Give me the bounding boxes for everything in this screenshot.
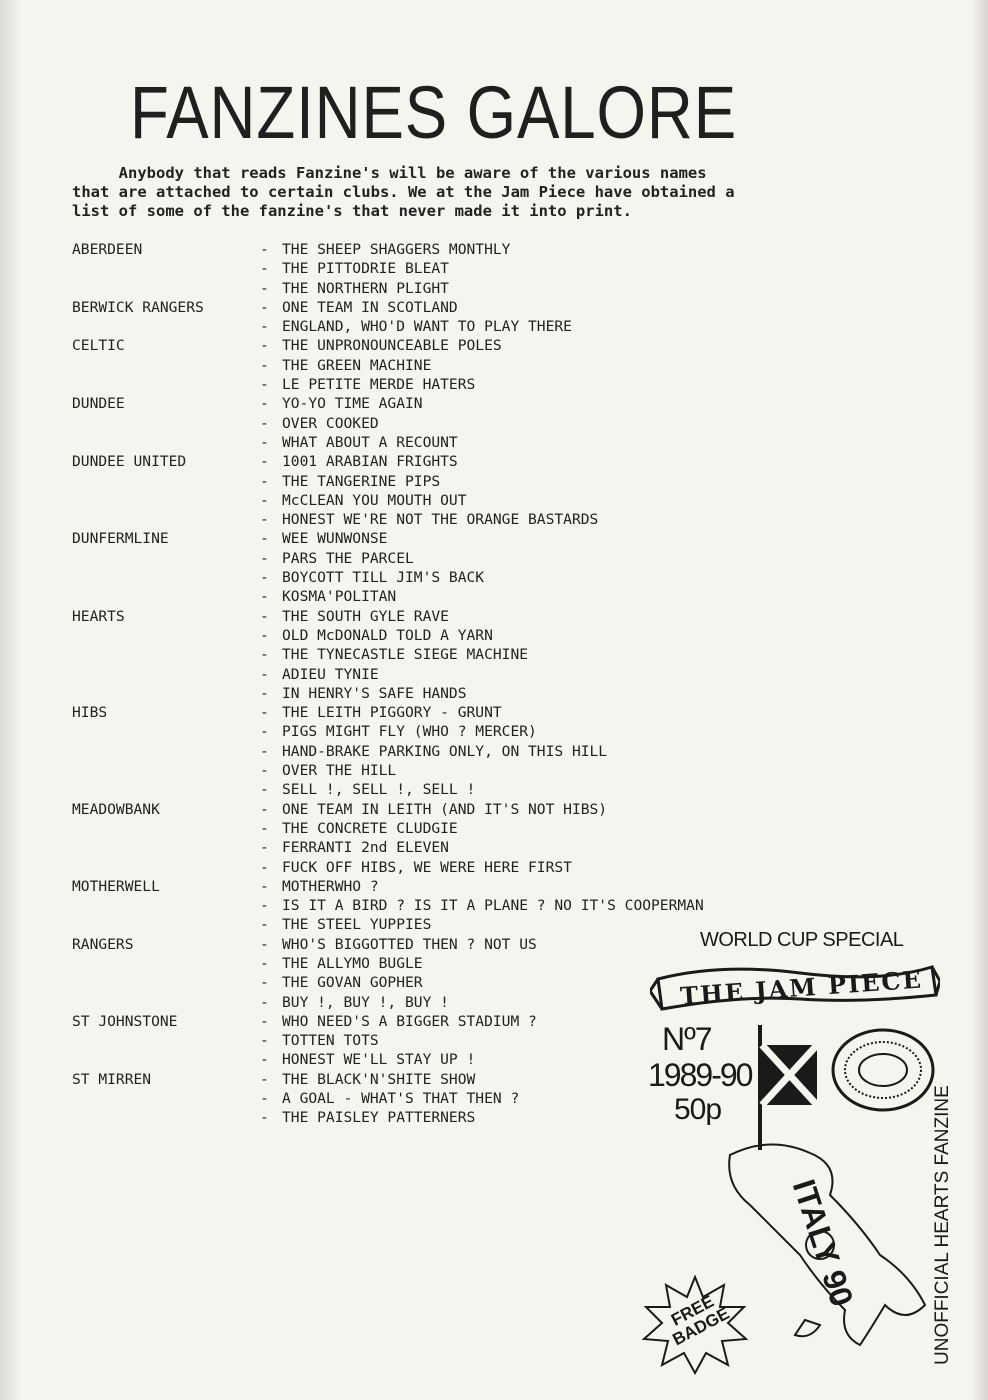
club-name <box>72 510 260 529</box>
club-name: CELTIC <box>72 337 125 355</box>
club-name <box>72 973 260 992</box>
list-item <box>72 414 712 433</box>
club-name <box>72 761 260 780</box>
dash-separator: - <box>260 414 269 432</box>
fanzine-name: ONE TEAM IN LEITH (AND IT'S NOT HIBS) <box>282 800 608 818</box>
fanzine-name: THE NORTHERN PLIGHT <box>282 279 449 297</box>
list-item <box>72 915 712 934</box>
list-item <box>72 510 712 529</box>
fanzine-name: WHAT ABOUT A RECOUNT <box>282 433 458 451</box>
list-item <box>72 587 712 606</box>
fanzine-name: SELL !, SELL !, SELL ! <box>282 781 476 799</box>
dash-separator: - <box>260 877 269 895</box>
club-name <box>72 317 260 336</box>
fanzine-name: THE STEEL YUPPIES <box>282 916 432 934</box>
fanzine-name: HONEST WE'LL STAY UP ! <box>282 1051 476 1069</box>
page-gutter-shadow <box>0 0 22 1400</box>
club-name <box>72 375 260 394</box>
dash-separator: - <box>260 530 269 548</box>
list-item <box>72 742 712 761</box>
list-item <box>72 356 712 375</box>
list-item <box>72 703 712 722</box>
fanzine-name: TOTTEN TOTS <box>282 1032 379 1050</box>
fanzine-name: IS IT A BIRD ? IS IT A PLANE ? NO IT'S COOPERMAN <box>282 897 704 915</box>
list-item <box>72 1089 712 1108</box>
dash-separator: - <box>260 395 269 413</box>
dash-separator: - <box>260 337 269 355</box>
dash-separator: - <box>260 511 269 529</box>
list-item <box>72 877 712 896</box>
club-name <box>72 626 260 645</box>
club-name <box>72 819 260 838</box>
dash-separator: - <box>260 626 269 644</box>
list-item <box>72 298 712 317</box>
dash-separator: - <box>260 260 269 278</box>
club-name <box>72 684 260 703</box>
dash-separator: - <box>260 839 269 857</box>
list-item <box>72 549 712 568</box>
issue-season: 1989-90 <box>648 1057 752 1093</box>
list-item <box>72 973 712 992</box>
club-name <box>72 414 260 433</box>
fanzine-name: THE CONCRETE CLUDGIE <box>282 819 458 837</box>
club-name: HIBS <box>72 704 108 722</box>
dash-separator: - <box>260 607 269 625</box>
list-item <box>72 819 712 838</box>
fanzine-name: BOYCOTT TILL JIM'S BACK <box>282 569 485 587</box>
list-item <box>72 433 712 452</box>
list-item <box>72 761 712 780</box>
fanzine-name: THE UNPRONOUNCEABLE POLES <box>282 337 502 355</box>
fanzine-name: THE GOVAN GOPHER <box>282 974 423 992</box>
fanzine-name: A GOAL - WHAT'S THAT THEN ? <box>282 1090 520 1108</box>
dash-separator: - <box>260 762 269 780</box>
list-item <box>72 954 712 973</box>
club-name: ST JOHNSTONE <box>72 1012 178 1030</box>
dash-separator: - <box>260 646 269 664</box>
club-name <box>72 915 260 934</box>
club-name <box>72 587 260 606</box>
fanzine-name: WHO'S BIGGOTTED THEN ? NOT US <box>282 935 537 953</box>
fanzine-name: KOSMA'POLITAN <box>282 588 397 606</box>
fanzine-name: McCLEAN YOU MOUTH OUT <box>282 491 467 509</box>
list-item <box>72 259 712 278</box>
club-name <box>72 838 260 857</box>
fanzine-name: LE PETITE MERDE HATERS <box>282 376 476 394</box>
fanzine-name: HAND-BRAKE PARKING ONLY, ON THIS HILL <box>282 742 608 760</box>
list-item <box>72 780 712 799</box>
club-name: DUNDEE UNITED <box>72 453 187 471</box>
page-edge <box>970 0 988 1400</box>
fanzine-name: THE GREEN MACHINE <box>282 356 432 374</box>
dash-separator: - <box>260 723 269 741</box>
fanzine-name: OVER COOKED <box>282 414 379 432</box>
list-item <box>72 838 712 857</box>
fanzine-name: ENGLAND, WHO'D WANT TO PLAY THERE <box>282 318 572 336</box>
dash-separator: - <box>260 935 269 953</box>
club-name: DUNFERMLINE <box>72 530 169 548</box>
club-name <box>72 1050 260 1069</box>
dash-separator: - <box>260 241 269 258</box>
dash-separator: - <box>260 1051 269 1069</box>
list-item <box>72 607 712 626</box>
fanzine-name: THE LEITH PIGGORY - GRUNT <box>282 704 502 722</box>
dash-separator: - <box>260 433 269 451</box>
fanzine-name: THE ALLYMO BUGLE <box>282 954 423 972</box>
club-name: MOTHERWELL <box>72 877 160 895</box>
club-name: HEARTS <box>72 607 125 625</box>
list-item <box>72 491 712 510</box>
jam-piece-cover <box>640 925 970 1380</box>
list-item <box>72 472 712 491</box>
list-item <box>72 452 712 471</box>
club-name <box>72 491 260 510</box>
club-name <box>72 433 260 452</box>
dash-separator: - <box>260 318 269 336</box>
fanzine-name: FUCK OFF HIBS, WE WERE HERE FIRST <box>282 858 572 876</box>
dash-separator: - <box>260 704 269 722</box>
list-item <box>72 993 712 1012</box>
list-item <box>72 1070 712 1089</box>
club-name <box>72 356 260 375</box>
list-item <box>72 1012 712 1031</box>
club-name <box>72 780 260 799</box>
club-name <box>72 568 260 587</box>
fanzine-name: IN HENRY'S SAFE HANDS <box>282 684 467 702</box>
club-name: ABERDEEN <box>72 241 143 258</box>
fanzine-name: PARS THE PARCEL <box>282 549 414 567</box>
fanzine-name: PIGS MIGHT FLY (WHO ? MERCER) <box>282 723 537 741</box>
dash-separator: - <box>260 974 269 992</box>
list-item <box>72 279 712 298</box>
fanzine-name: WHO NEED'S A BIGGER STADIUM ? <box>282 1012 537 1030</box>
club-name <box>72 645 260 664</box>
stadium-icon <box>828 1015 938 1125</box>
club-name <box>72 722 260 741</box>
fanzine-name: HONEST WE'RE NOT THE ORANGE BASTARDS <box>282 511 599 529</box>
dash-separator: - <box>260 279 269 297</box>
italy-90-label: ITALY 90 <box>785 1175 861 1311</box>
dash-separator: - <box>260 356 269 374</box>
issue-price: 50p <box>674 1093 722 1126</box>
dash-separator: - <box>260 1090 269 1108</box>
list-item <box>72 1050 712 1069</box>
list-item <box>72 645 712 664</box>
dash-separator: - <box>260 858 269 876</box>
fanzine-name: THE TANGERINE PIPS <box>282 472 441 490</box>
fanzine-name: MOTHERWHO ? <box>282 877 379 895</box>
fanzine-list <box>72 240 712 1128</box>
fanzine-name: THE PAISLEY PATTERNERS <box>282 1109 476 1127</box>
list-item <box>72 529 712 548</box>
fanzine-name: YO-YO TIME AGAIN <box>282 395 423 413</box>
fanzine-name: THE SOUTH GYLE RAVE <box>282 607 449 625</box>
dash-separator: - <box>260 569 269 587</box>
fanzine-name: FERRANTI 2nd ELEVEN <box>282 839 449 857</box>
fanzine-name: THE BLACK'N'SHITE SHOW <box>282 1070 476 1088</box>
dash-separator: - <box>260 453 269 471</box>
dash-separator: - <box>260 819 269 837</box>
list-item <box>72 626 712 645</box>
list-item <box>72 1108 712 1127</box>
dash-separator: - <box>260 897 269 915</box>
list-item <box>72 858 712 877</box>
banner-title: THE JAM PIECE <box>679 964 924 1011</box>
club-name <box>72 1031 260 1050</box>
club-name <box>72 549 260 568</box>
dash-separator: - <box>260 781 269 799</box>
club-name: ST MIRREN <box>72 1070 152 1088</box>
club-name <box>72 858 260 877</box>
fanzine-name: OLD McDONALD TOLD A YARN <box>282 626 493 644</box>
list-item <box>72 240 712 259</box>
dash-separator: - <box>260 588 269 606</box>
dash-separator: - <box>260 954 269 972</box>
club-name <box>72 259 260 278</box>
list-item <box>72 896 712 915</box>
club-name: BERWICK RANGERS <box>72 298 204 316</box>
dash-separator: - <box>260 993 269 1011</box>
list-item <box>72 568 712 587</box>
club-name <box>72 742 260 761</box>
club-name <box>72 954 260 973</box>
flag-icon <box>740 1015 830 1155</box>
list-item <box>72 1031 712 1050</box>
club-name: MEADOWBANK <box>72 800 160 818</box>
club-name <box>72 993 260 1012</box>
dash-separator: - <box>260 1012 269 1030</box>
dash-separator: - <box>260 742 269 760</box>
fanzine-name: 1001 ARABIAN FRIGHTS <box>282 453 458 471</box>
list-item <box>72 317 712 336</box>
dash-separator: - <box>260 472 269 490</box>
club-name: RANGERS <box>72 935 134 953</box>
intro-paragraph: Anybody that reads Fanzine's will be aware of the various names that are attached to certain clubs. We at the Jam Piece have obtained a list of some of the fanzine's that never made it into print. <box>72 164 735 220</box>
club-name: DUNDEE <box>72 395 125 413</box>
club-name <box>72 279 260 298</box>
dash-separator: - <box>260 1070 269 1088</box>
world-cup-special-label: WORLD CUP SPECIAL <box>700 929 904 951</box>
club-name <box>72 472 260 491</box>
fanzine-name: ADIEU TYNIE <box>282 665 379 683</box>
list-item <box>72 722 712 741</box>
fanzine-name: WEE WUNWONSE <box>282 530 388 548</box>
fanzine-name: OVER THE HILL <box>282 762 397 780</box>
dash-separator: - <box>260 549 269 567</box>
dash-separator: - <box>260 1109 269 1127</box>
fanzine-name: THE PITTODRIE BLEAT <box>282 260 449 278</box>
list-item <box>72 375 712 394</box>
unofficial-hearts-fanzine-label: UNOFFICIAL HEARTS FANZINE <box>932 1085 953 1365</box>
free-badge-label: FREE BADGE <box>668 1291 733 1350</box>
list-item <box>72 935 712 954</box>
list-item <box>72 665 712 684</box>
dash-separator: - <box>260 684 269 702</box>
list-item <box>72 336 712 355</box>
fanzine-name: ONE TEAM IN SCOTLAND <box>282 298 458 316</box>
club-name <box>72 1089 260 1108</box>
issue-number: Nº7 <box>662 1021 712 1057</box>
fanzine-name: THE TYNECASTLE SIEGE MACHINE <box>282 646 529 664</box>
page-title: FANZINES GALORE <box>130 71 738 154</box>
dash-separator: - <box>260 800 269 818</box>
dash-separator: - <box>260 491 269 509</box>
club-name <box>72 1108 260 1127</box>
fanzine-name: BUY !, BUY !, BUY ! <box>282 993 449 1011</box>
list-item <box>72 800 712 819</box>
club-name <box>72 665 260 684</box>
dash-separator: - <box>260 665 269 683</box>
list-item <box>72 394 712 413</box>
club-name <box>72 896 260 915</box>
dash-separator: - <box>260 376 269 394</box>
dash-separator: - <box>260 298 269 316</box>
dash-separator: - <box>260 916 269 934</box>
fanzine-name: THE SHEEP SHAGGERS MONTHLY <box>282 241 511 258</box>
list-item <box>72 684 712 703</box>
dash-separator: - <box>260 1032 269 1050</box>
